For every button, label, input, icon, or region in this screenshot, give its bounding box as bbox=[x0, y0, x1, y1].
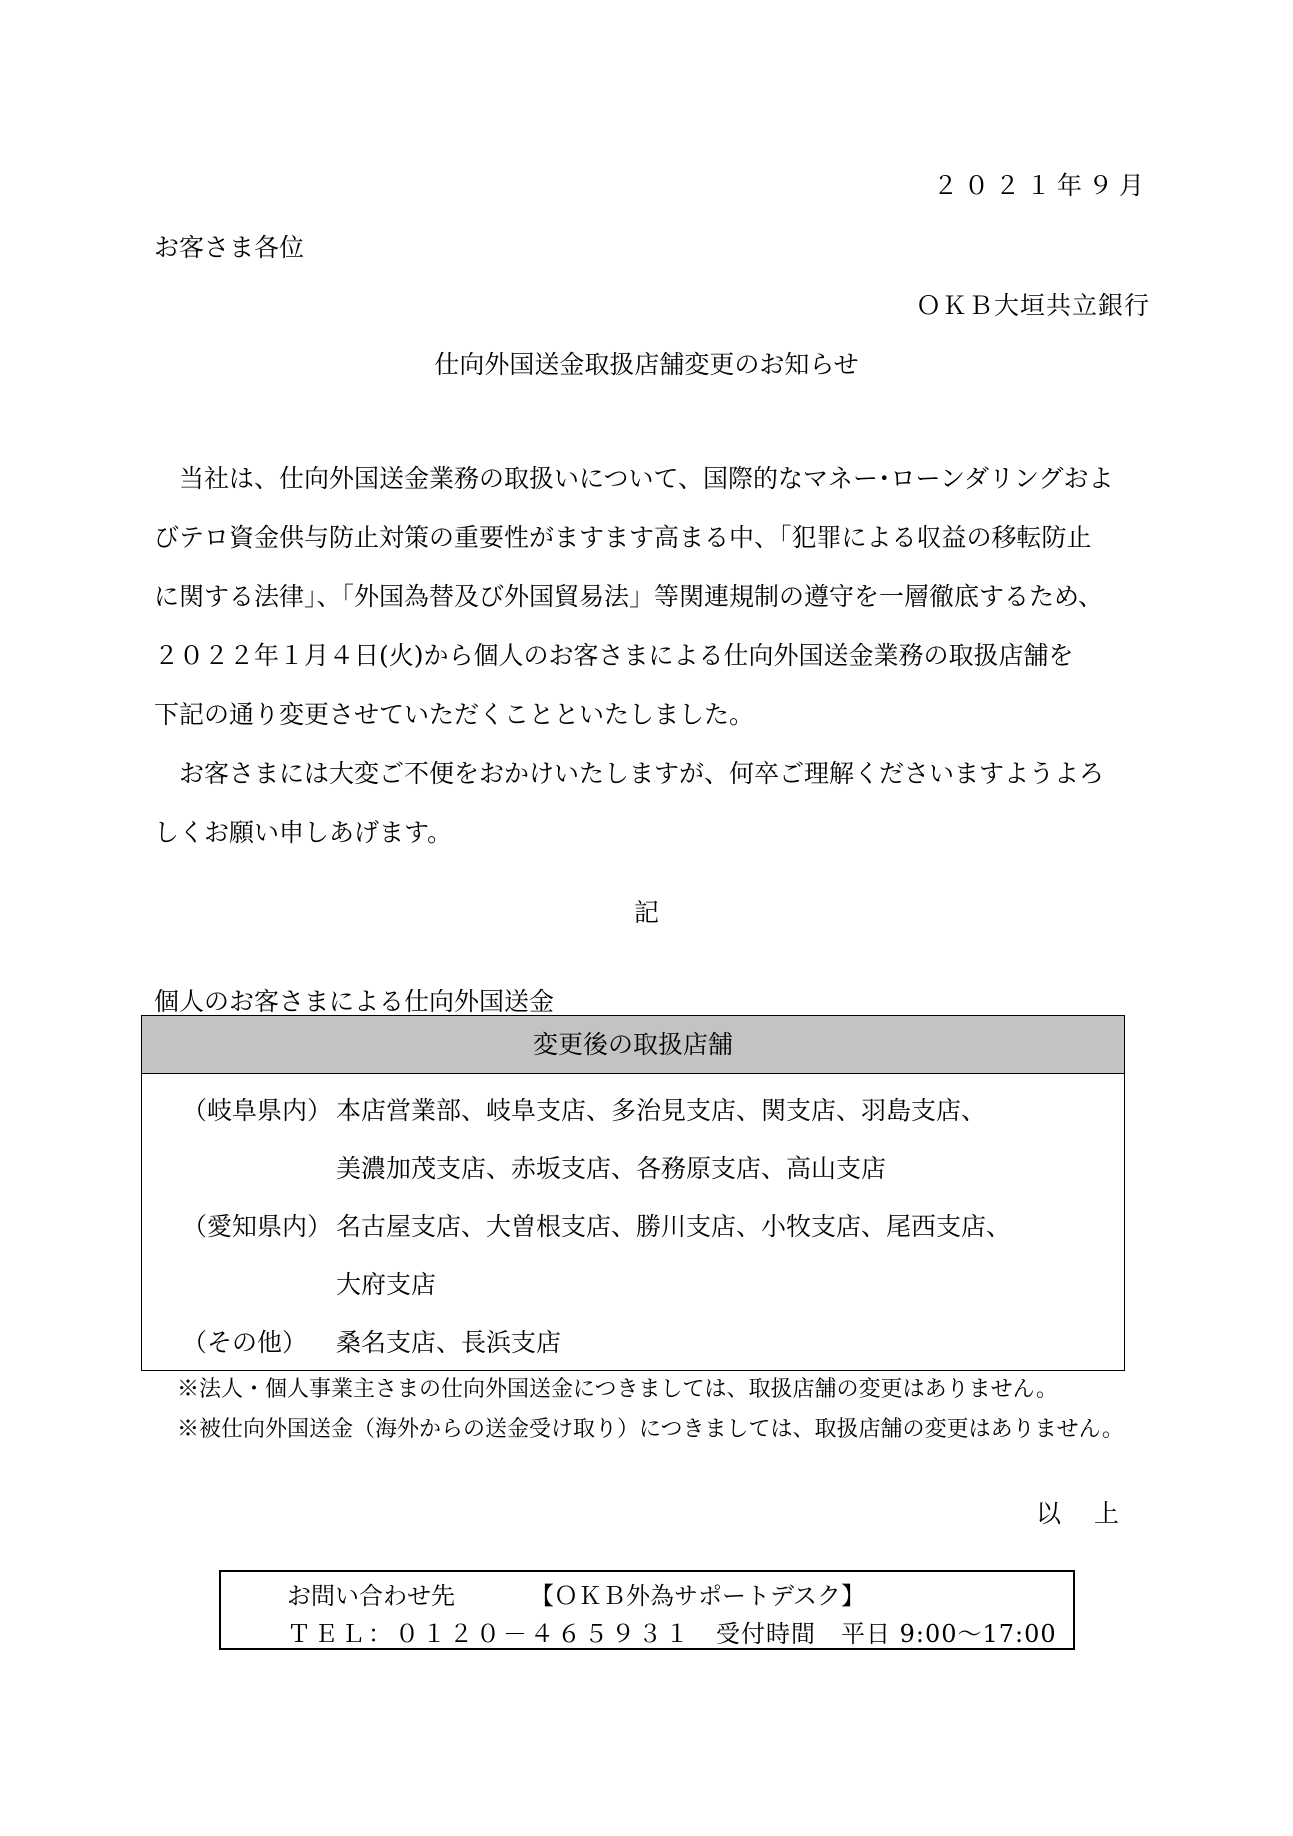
document-date: ２０２１年９月 bbox=[932, 171, 1150, 200]
body-paragraph-1 bbox=[154, 449, 1154, 744]
body-paragraph-2 bbox=[154, 744, 1154, 862]
business-hours: 受付時間 平日 9:00～17:00 bbox=[716, 1620, 1057, 1648]
table-row bbox=[142, 1198, 1124, 1256]
table-row bbox=[142, 1256, 1124, 1314]
body-line: 当社は、仕向外国送金業務の取扱いについて、国際的なマネー･ローンダリングおよ bbox=[154, 464, 1114, 493]
branch-list: 大府支店 bbox=[336, 1270, 437, 1299]
contact-line-2 bbox=[287, 1614, 1057, 1649]
branch-list: 名古屋支店、大曽根支店、勝川支店、小牧支店、尾西支店、 bbox=[336, 1212, 1012, 1241]
branch-list: 美濃加茂支店、赤坂支店、各務原支店、高山支店 bbox=[336, 1154, 887, 1183]
contact-label: お問い合わせ先 bbox=[287, 1582, 455, 1610]
region-label: （愛知県内） bbox=[182, 1212, 333, 1241]
region-label: （岐阜県内） bbox=[182, 1096, 333, 1125]
support-desk-name: 【ＯＫＢ外為サポートデスク】 bbox=[530, 1582, 866, 1610]
closing-mark: 以 上 bbox=[1035, 1499, 1123, 1528]
body-line: 下記の通り変更させていただくことといたしました。 bbox=[154, 700, 755, 729]
contact-box bbox=[219, 1570, 1075, 1650]
table-body bbox=[142, 1074, 1124, 1372]
branch-table bbox=[141, 1015, 1125, 1371]
addressee: お客さま各位 bbox=[154, 233, 305, 262]
body-line: ２０２２年１月４日(火)から個人のお客さまによる仕向外国送金業務の取扱店舗を bbox=[154, 641, 1074, 670]
notice-title: 仕向外国送金取扱店舗変更のお知らせ bbox=[434, 350, 859, 379]
phone-number: ＴＥＬ：０１２０－４６５９３１ bbox=[287, 1620, 692, 1648]
note-inbound-remittance: ※被仕向外国送金（海外からの送金受け取り）につきましては、取扱店舗の変更はありません。 bbox=[177, 1417, 1124, 1442]
table-header: 変更後の取扱店舗 bbox=[142, 1016, 1124, 1074]
body-line: しくお願い申しあげます。 bbox=[154, 818, 453, 847]
table-row bbox=[142, 1082, 1124, 1140]
table-row bbox=[142, 1314, 1124, 1372]
ki-heading: 記 bbox=[633, 898, 659, 927]
table-row bbox=[142, 1140, 1124, 1198]
note-corporate: ※法人・個人事業主さまの仕向外国送金につきましては、取扱店舗の変更はありません。 bbox=[177, 1377, 1058, 1402]
contact-line-1 bbox=[287, 1576, 866, 1611]
branch-list: 桑名支店、長浜支店 bbox=[336, 1328, 562, 1357]
body-line: びテロ資金供与防止対策の重要性がますます高まる中、「犯罪による収益の移転防止 bbox=[154, 523, 1092, 552]
body-line: お客さまには大変ご不便をおかけいたしますが、何卒ご理解くださいますようよろ bbox=[154, 759, 1105, 788]
branch-list: 本店営業部、岐阜支店、多治見支店、関支店、羽島支店、 bbox=[336, 1096, 987, 1125]
sender-bank-name: ＯＫＢ大垣共立銀行 bbox=[915, 291, 1150, 320]
region-label: （その他） bbox=[182, 1328, 308, 1357]
body-line: に関する法律」、「外国為替及び外国貿易法」等関連規制の遵守を一層徹底するため、 bbox=[154, 582, 1104, 611]
table-caption: 個人のお客さまによる仕向外国送金 bbox=[154, 987, 555, 1016]
